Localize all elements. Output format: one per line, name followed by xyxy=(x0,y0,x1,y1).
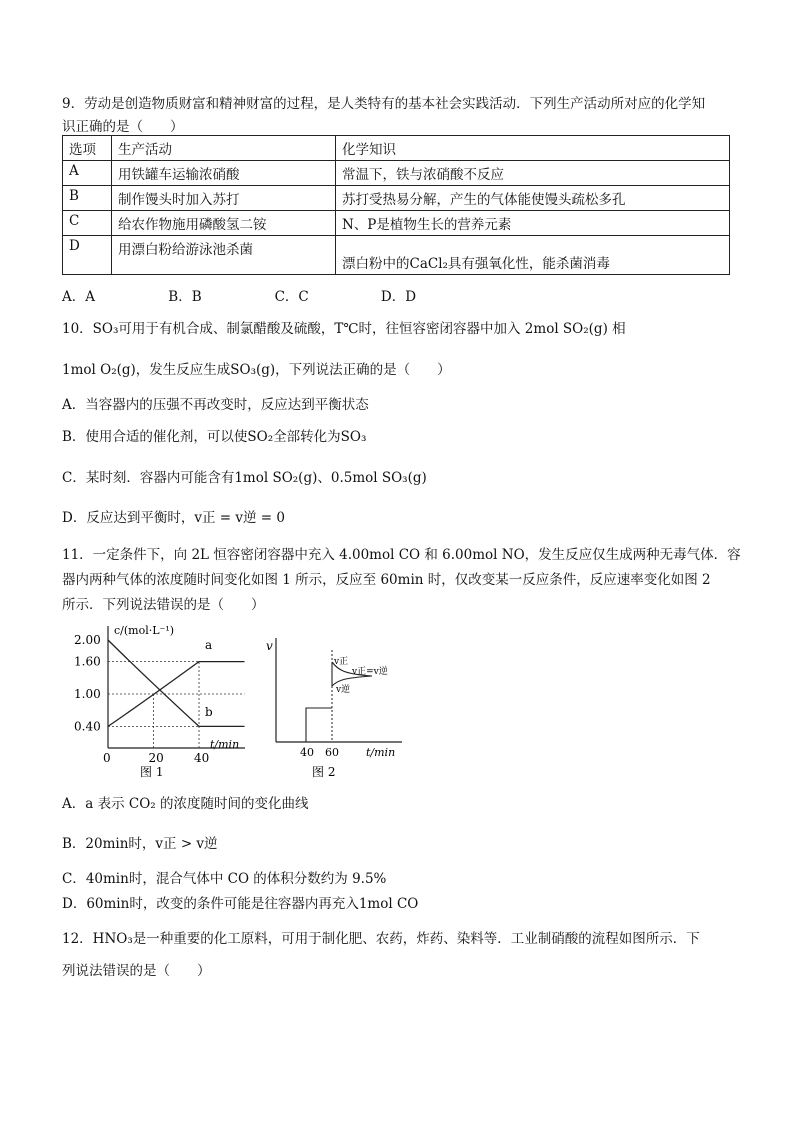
table-cell: 给农作物施用磷酸氢二铵 xyxy=(112,211,336,236)
q9-stem-line2: 识正确的是（ ） xyxy=(62,119,184,135)
fig2-v-reverse-label: v逆 xyxy=(336,685,351,695)
table-row xyxy=(63,161,730,186)
figure-1-chart xyxy=(70,620,250,780)
q12-stem-line1: 12．HNO₃是一种重要的化工原料，可用于制化肥、农药，炸药、染料等．工业制硝酸的流程如图所示．下 xyxy=(62,931,700,947)
fig1-series-a-label: a xyxy=(205,638,213,652)
q10-stem-line1: 10．SO₃可用于有机合成、制氯醋酸及硫酸，T℃时，往恒容密闭容器中加入 2mol SO₂(g) 相 xyxy=(62,321,626,337)
table-cell: C xyxy=(63,211,112,236)
q11-stem-line3: 所示．下列说法错误的是（ ） xyxy=(62,597,265,613)
table-cell: 苏打受热易分解，产生的气体能使馒头疏松多孔 xyxy=(336,186,730,211)
q11-option-d[interactable]: D．60min时，改变的条件可能是往容器内再充入1mol CO xyxy=(62,896,419,912)
fig1-series-b-line xyxy=(108,640,245,726)
table-header: 生产活动 xyxy=(112,136,336,161)
q11-option-c[interactable]: C．40min时，混合气体中 CO 的体积分数约为 9.5% xyxy=(62,871,387,887)
q10-option-b[interactable]: B．使用合适的催化剂，可以使SO₂全部转化为SO₃ xyxy=(62,429,367,445)
fig1-title: 图 1 xyxy=(140,765,164,779)
table-cell: 用铁罐车运输浓硝酸 xyxy=(112,161,336,186)
fig1-x-tick-label: 20 xyxy=(148,751,164,765)
table-cell: 用漂白粉给游泳池杀菌 xyxy=(112,236,336,275)
table-row xyxy=(63,236,730,275)
fig2-y-label: v xyxy=(266,639,273,653)
q9-table xyxy=(62,135,730,275)
fig2-x-label: t/min xyxy=(366,746,396,759)
fig1-y-tick-label: 0.40 xyxy=(74,719,101,734)
fig1-y-tick-label: 1.60 xyxy=(74,654,101,669)
choice-b[interactable]: B．B xyxy=(168,289,202,305)
fig1-y-label: c/(mol·L⁻¹) xyxy=(114,624,175,637)
table-row xyxy=(63,211,730,236)
q11-stem-line2: 器内两种气体的浓度随时间变化如图 1 所示，反应至 60min 时，仅改变某一反应条件，反应速率变化如图 2 xyxy=(62,572,711,588)
q10-option-c[interactable]: C．某时刻．容器内可能含有1mol SO₂(g)、0.5mol SO₃(g) xyxy=(62,470,427,486)
fig2-v-eq-label: v正=v逆 xyxy=(352,667,388,677)
fig2-title: 图 2 xyxy=(312,765,336,779)
table-cell: 制作馒头时加入苏打 xyxy=(112,186,336,211)
table-header-row xyxy=(63,136,730,161)
fig1-x-tick-label: 0 xyxy=(103,751,111,765)
q9-stem-line1: 9．劳动是创造物质财富和精神财富的过程，是人类特有的基本社会实践活动．下列生产活动所对应的化学知 xyxy=(62,96,706,112)
choice-d[interactable]: D．D xyxy=(380,289,417,305)
q12-stem-line2: 列说法错误的是（ ） xyxy=(62,963,211,979)
table-cell: B xyxy=(63,186,112,211)
table-header: 选项 xyxy=(63,136,112,161)
table-header: 化学知识 xyxy=(336,136,730,161)
table-cell: 常温下，铁与浓硝酸不反应 xyxy=(336,161,730,186)
fig2-tick-label: 40 xyxy=(300,746,314,759)
fig2-v-forward-label: v正 xyxy=(334,657,349,667)
q10-option-d[interactable]: D．反应达到平衡时，v正 = v逆 = 0 xyxy=(62,510,285,526)
fig1-y-tick-label: 2.00 xyxy=(74,633,101,647)
table-cell: D xyxy=(63,236,112,275)
q9-choices xyxy=(62,288,483,306)
figure-2-chart xyxy=(262,628,412,780)
fig1-x-label: t/min xyxy=(210,738,240,751)
table-cell: 漂白粉中的CaCl₂具有强氧化性，能杀菌消毒 xyxy=(336,236,730,275)
q11-option-a[interactable]: A．a 表示 CO₂ 的浓度随时间的变化曲线 xyxy=(62,796,309,812)
table-row xyxy=(63,186,730,211)
q10-stem-line2: 1mol O₂(g)，发生反应生成SO₃(g)，下列说法正确的是（ ） xyxy=(62,362,451,378)
q11-option-b[interactable]: B．20min时，v正 > v逆 xyxy=(62,836,218,852)
choice-a[interactable]: A．A xyxy=(62,289,95,305)
choice-c[interactable]: C．C xyxy=(274,289,309,305)
fig1-x-tick-label: 40 xyxy=(194,751,210,765)
q10-option-a[interactable]: A．当容器内的压强不再改变时，反应达到平衡状态 xyxy=(62,397,369,413)
table-cell: N、P是植物生长的营养元素 xyxy=(336,211,730,236)
q11-stem-line1: 11．一定条件下，向 2L 恒容密闭容器中充入 4.00mol CO 和 6.00mol NO，发生反应仅生成两种无毒气体．容 xyxy=(62,547,741,563)
fig2-tick-label: 60 xyxy=(325,746,339,759)
fig1-series-b-label: b xyxy=(205,705,213,719)
fig2-rate-step-line xyxy=(306,708,332,742)
fig1-y-tick-label: 1.00 xyxy=(74,687,101,701)
table-cell: A xyxy=(63,161,112,186)
